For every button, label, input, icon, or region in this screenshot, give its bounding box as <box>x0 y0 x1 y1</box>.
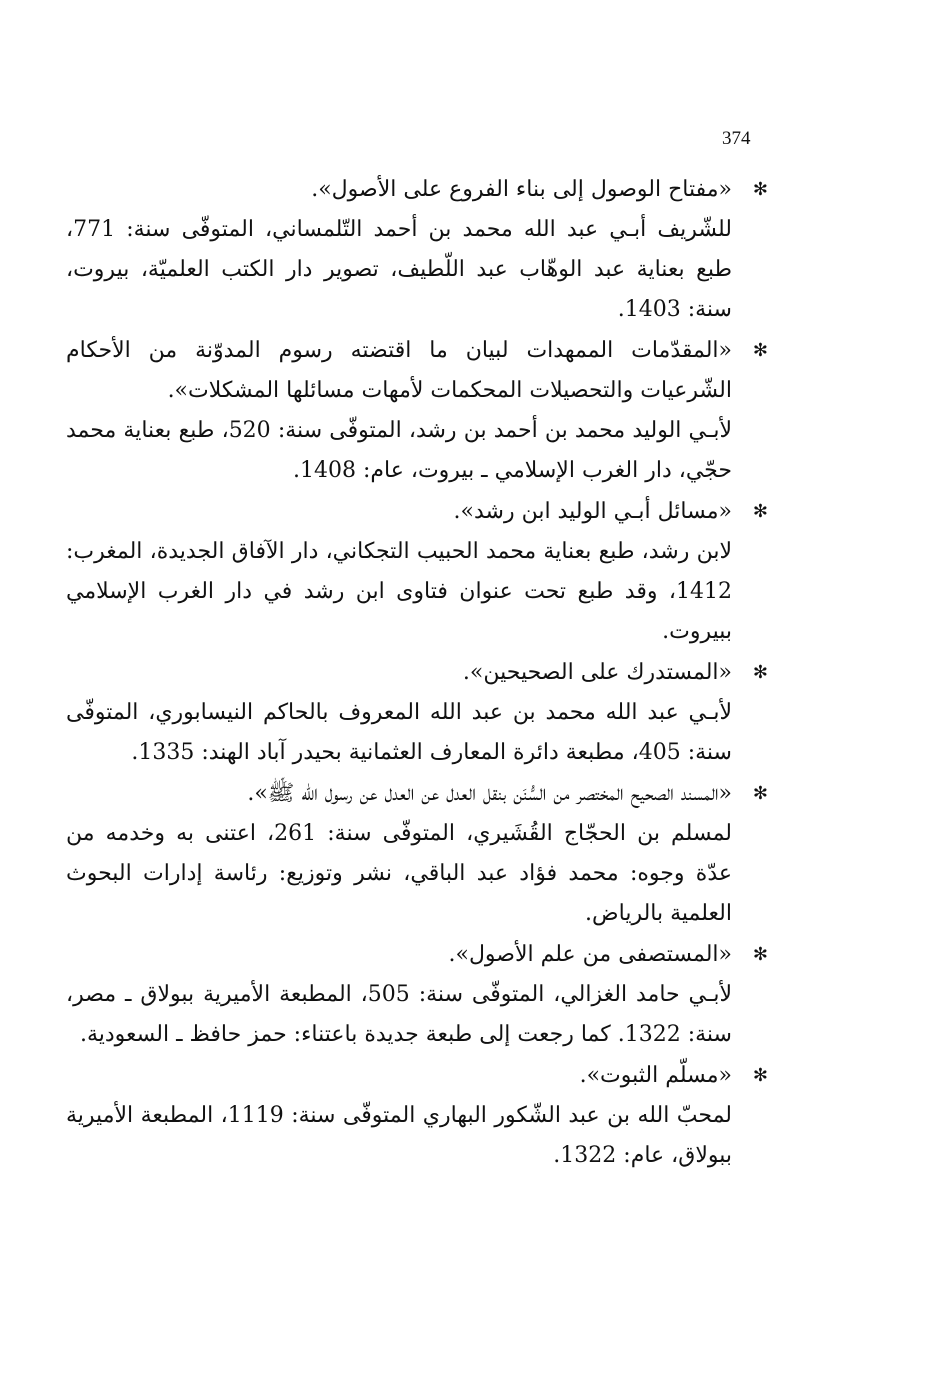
asterisk-bullet-icon: ✻ <box>752 944 768 965</box>
entry-title-text: «مفتاح الوصول إلى بناء الفروع على الأصول». <box>311 177 732 202</box>
bibliography-entry <box>66 653 768 773</box>
asterisk-bullet-icon: ✻ <box>752 783 768 804</box>
bibliography-entry <box>66 170 768 330</box>
entry-title-text: «مسلّم الثبوت». <box>579 1063 732 1088</box>
entry-description: لمسلم بن الحجّاج القُشَيري، المتوفّى سنة: 261، اعتنى به وخدمه من عدّة وجوه: محمد فؤاد عبد الباقي، نشر وتوزيع: رئاسة إدارات البحوث العلمية بالرياض. <box>66 821 733 926</box>
bibliography-list <box>66 170 768 1176</box>
entry-title <box>66 653 768 693</box>
entry-title <box>66 1056 768 1096</box>
entry-title-text: «المقدّمات الممهدات لبيان ما اقتضته رسوم المدوّنة من الأحكام الشّرعيات والتحصيلات المحكمات لأمهات مسائلها المشكلات». <box>66 338 732 403</box>
entry-description: لابن رشد، طبع بعناية محمد الحبيب التجكاني، دار الآفاق الجديدة، المغرب: 1412، وقد طبع تحت عنوان فتاوى ابن رشد في دار الغرب الإسلامي ببيروت. <box>66 539 732 644</box>
entry-title-text: «مسائل أبـي الوليد ابن رشد». <box>453 499 732 524</box>
entry-description: لأبـي الوليد محمد بن أحمد بن رشد، المتوفّى سنة: 520، طبع بعناية محمد حجّي، دار الغرب الإسلامي ـ بيروت، عام: 1408. <box>66 418 732 483</box>
entry-title <box>66 935 768 975</box>
asterisk-bullet-icon: ✻ <box>752 1065 768 1086</box>
entry-description: لأبـي حامد الغزالي، المتوفّى سنة: 505، المطبعة الأميرية ببولاق ـ مصر، سنة: 1322. كما رجعت إلى طبعة جديدة باعتناء: حمز حافظ ـ السعودية. <box>66 982 733 1047</box>
asterisk-bullet-icon: ✻ <box>752 501 768 522</box>
asterisk-bullet-icon: ✻ <box>752 179 768 200</box>
bibliography-entry <box>66 1056 768 1176</box>
entry-title <box>66 331 768 411</box>
entry-title <box>66 492 768 532</box>
bibliography-entry <box>66 935 768 1055</box>
entry-title-text: «المستدرك على الصحيحين». <box>462 660 732 685</box>
page-number: 374 <box>722 128 751 149</box>
entry-description: للشّريف أبـي عبد الله محمد بن أحمد التّلمساني، المتوفّى سنة: 771، طبع بعناية عبد الوهّاب عبد اللّطيف، تصوير دار الكتب العلميّة، بيروت، سنة: 1403. <box>66 217 732 322</box>
entry-title-text: «المستصفى من علم الأصول». <box>448 942 732 967</box>
entry-description: لأبـي عبد الله محمد بن عبد الله المعروف بالحاكم النيسابوري، المتوفّى سنة: 405، مطبعة دائرة المعارف العثمانية بحيدر آباد الهند: 1335. <box>66 700 732 765</box>
asterisk-bullet-icon: ✻ <box>752 340 768 361</box>
bibliography-entry <box>66 774 768 934</box>
bibliography-entry <box>66 492 768 652</box>
asterisk-bullet-icon: ✻ <box>752 662 768 683</box>
entry-title <box>66 170 768 210</box>
entry-title-text: «المسند الصحيح المختصر من السُّنَن بنقل العدل عن العدل عن رسول الله ﷺ». <box>247 781 732 806</box>
entry-title <box>66 774 768 814</box>
entry-description: لمحبّ الله بن عبد الشّكور البهاري المتوفّى سنة: 1119، المطبعة الأميرية ببولاق، عام: 1322. <box>66 1103 733 1168</box>
bibliography-entry <box>66 331 768 491</box>
